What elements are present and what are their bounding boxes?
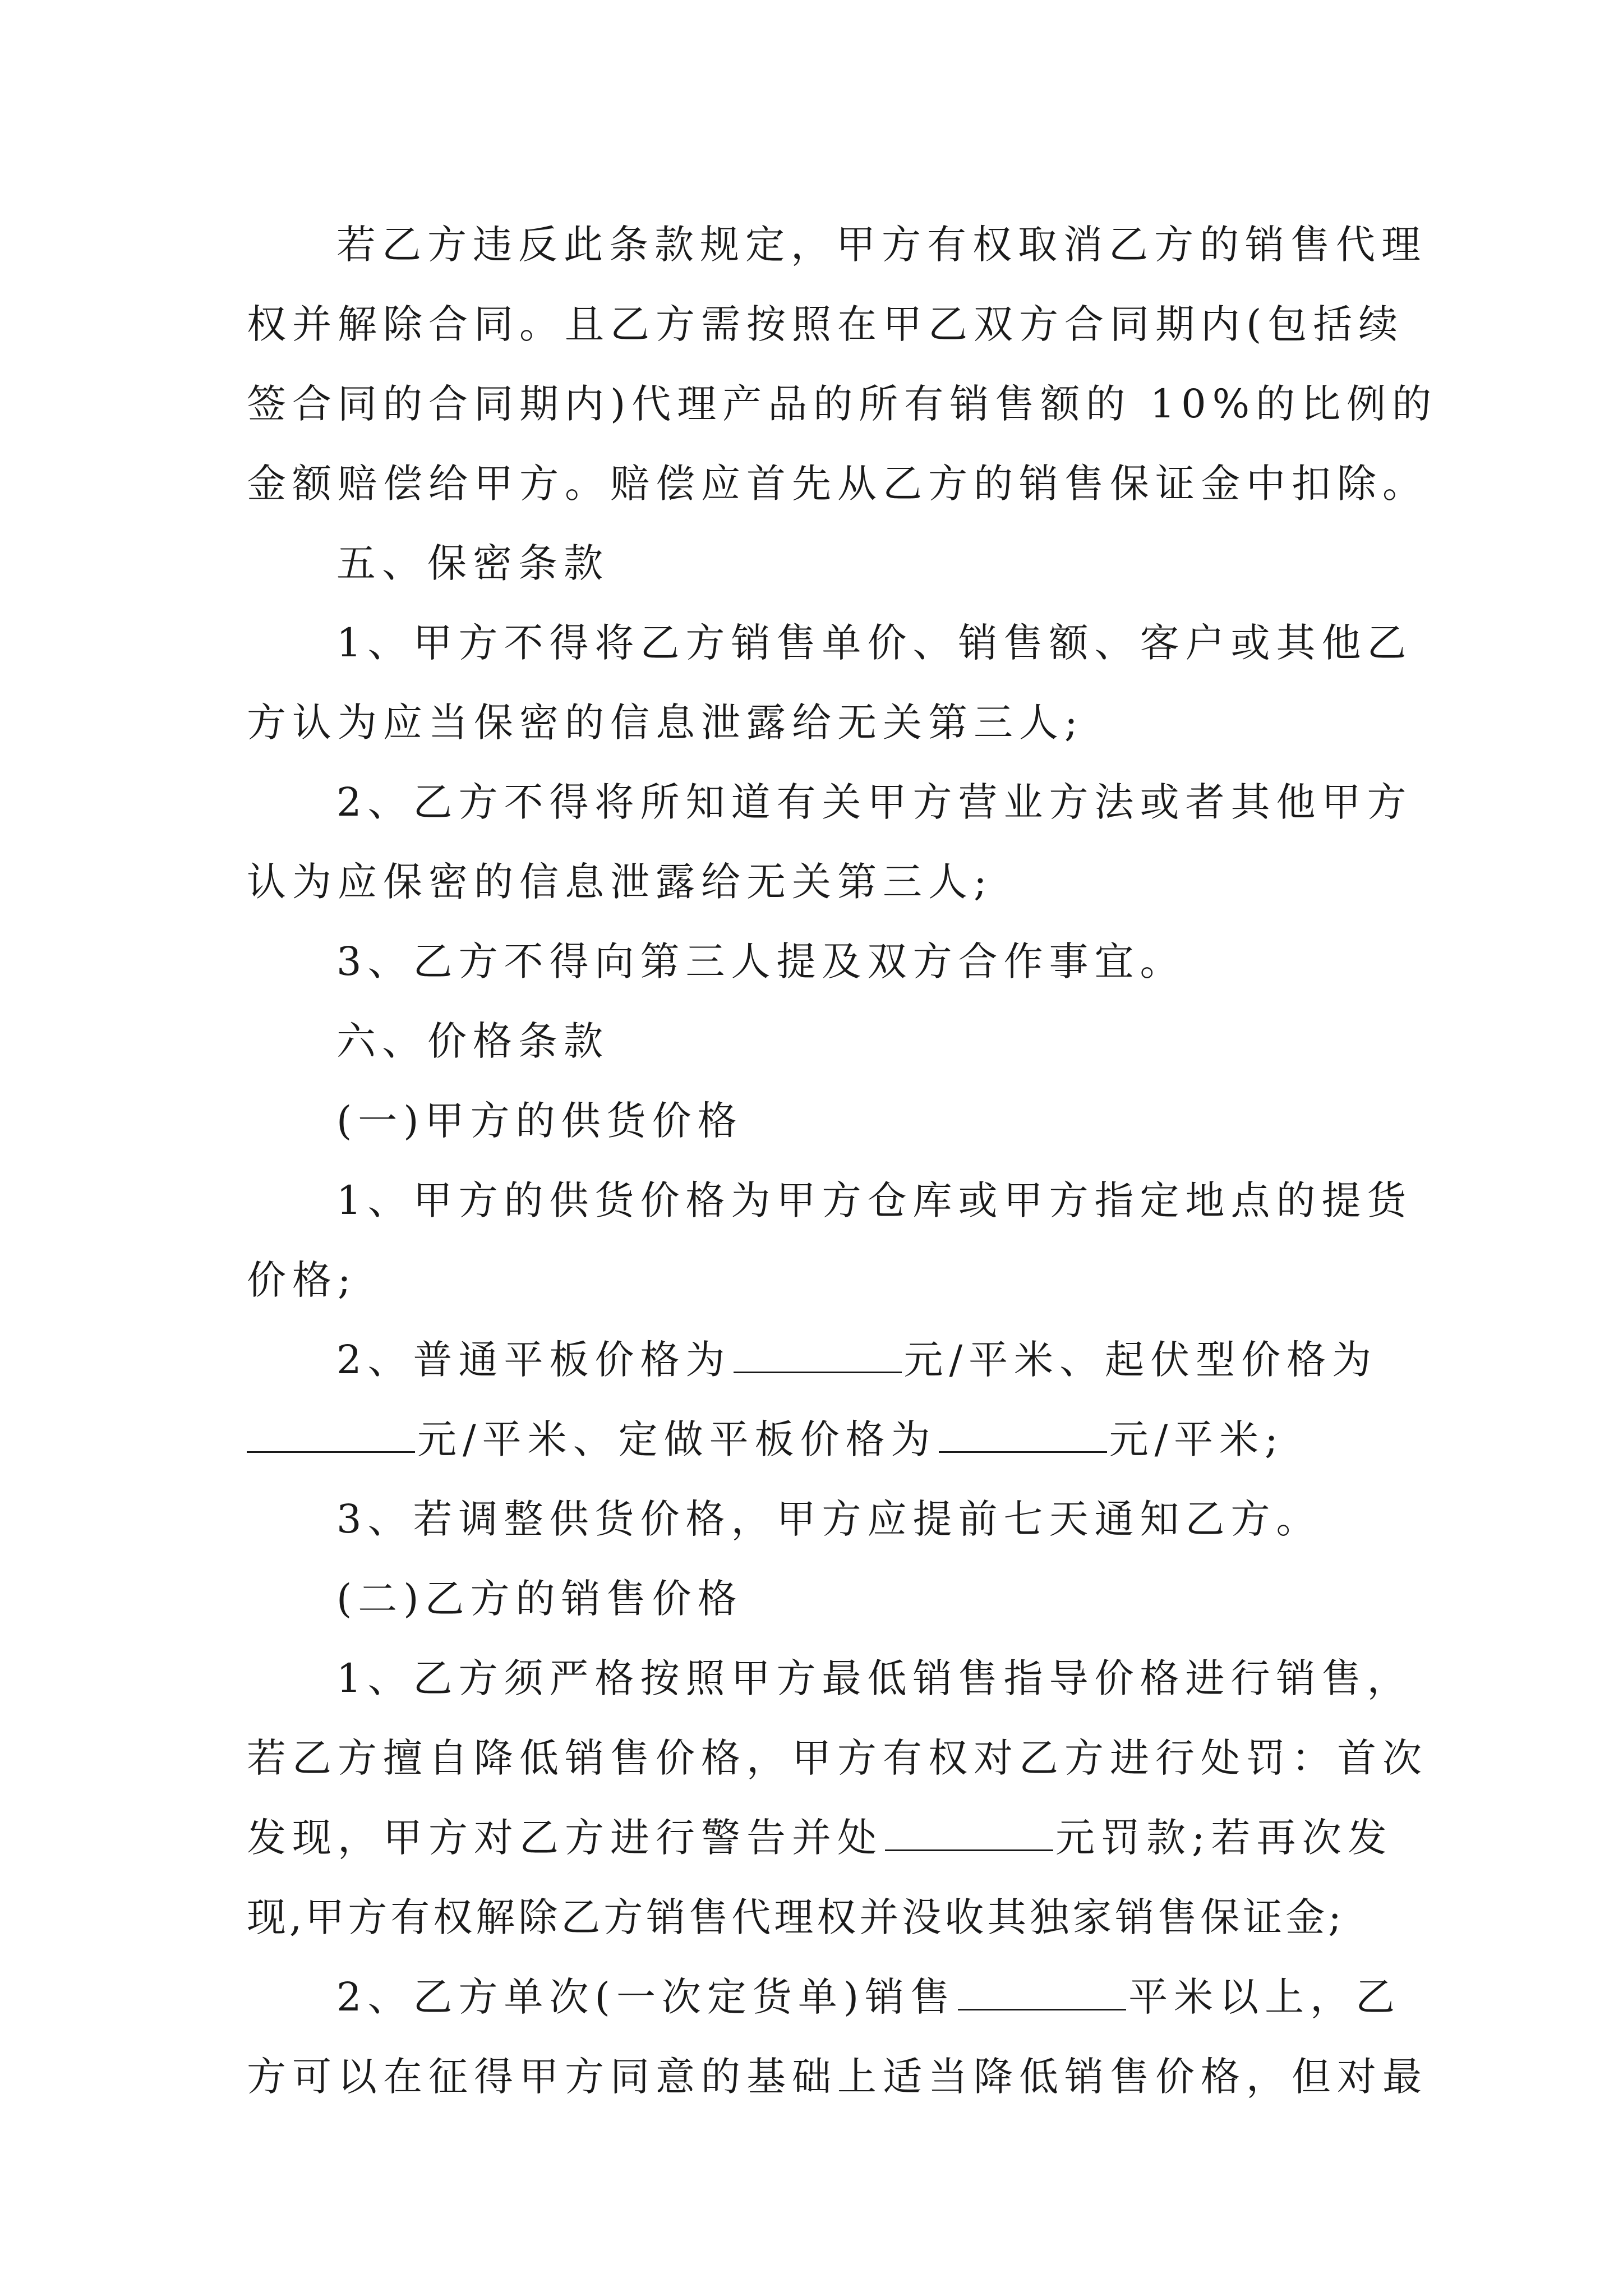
paragraph-line: 方认为应当保密的信息泄露给无关第三人;: [247, 700, 1084, 746]
paragraph-line: 1、甲方不得将乙方销售单价、销售额、客户或其他乙: [336, 620, 1413, 666]
paragraph-line: 若乙方擅自降低销售价格，甲方有权对乙方进行处罚：首次: [247, 1735, 1428, 1781]
paragraph-line: 权并解除合同。且乙方需按照在甲乙双方合同期内(包括续: [247, 301, 1404, 347]
paragraph-line: 1、甲方的供货价格为甲方仓库或甲方指定地点的提货: [336, 1177, 1413, 1223]
paragraph-line: 3、乙方不得向第三人提及双方合作事宜。: [336, 938, 1186, 984]
bulk-text: 平米以上，乙: [1128, 1974, 1401, 2020]
section-heading: 五、保密条款: [336, 540, 609, 586]
penalty-text: 元罚款;若再次发: [1055, 1815, 1393, 1861]
paragraph-line: 1、乙方须严格按照甲方最低销售指导价格进行销售，: [336, 1655, 1413, 1701]
price-line: [247, 1412, 1391, 1466]
fill-in-blank: [247, 1416, 415, 1453]
price-text: 2、普通平板价格为: [336, 1337, 731, 1383]
paragraph-line: 若乙方违反此条款规定，甲方有权取消乙方的销售代理: [336, 222, 1427, 268]
price-line: [336, 1333, 1391, 1387]
paragraph-line: 价格;: [247, 1257, 357, 1303]
penalty-line: [247, 1811, 1391, 1865]
paragraph-line: 2、乙方不得将所知道有关甲方营业方法或者其他甲方: [336, 779, 1413, 825]
bulk-line: [336, 1970, 1401, 2024]
price-text: 元/平米、定做平板价格为: [417, 1416, 937, 1462]
fill-in-blank: [734, 1337, 902, 1373]
penalty-text: 发现，甲方对乙方进行警告并处: [247, 1815, 883, 1861]
fill-in-blank: [958, 1974, 1126, 2010]
fill-in-blank: [885, 1815, 1053, 1851]
paragraph-line: 3、若调整供货价格，甲方应提前七天通知乙方。: [336, 1496, 1322, 1542]
price-text: 元/平米、起伏型价格为: [903, 1337, 1378, 1383]
paragraph-line: 现,甲方有权解除乙方销售代理权并没收其独家销售保证金;: [247, 1894, 1345, 1940]
fill-in-blank: [939, 1416, 1107, 1453]
paragraph-line: 方可以在征得甲方同意的基础上适当降低销售价格，但对最: [247, 2054, 1428, 2100]
subsection-heading: (一)甲方的供货价格: [336, 1098, 743, 1144]
bulk-text: 2、乙方单次(一次定货单)销售: [336, 1974, 956, 2020]
paragraph-line: 金额赔偿给甲方。赔偿应首先从乙方的销售保证金中扣除。: [247, 461, 1428, 507]
subsection-heading: (二)乙方的销售价格: [336, 1576, 743, 1622]
paragraph-line: 认为应保密的信息泄露给无关第三人;: [247, 859, 993, 905]
paragraph-line: 签合同的合同期内)代理产品的所有销售额的 10%的比例的: [247, 381, 1438, 427]
price-text: 元/平米;: [1109, 1416, 1284, 1462]
section-heading: 六、价格条款: [336, 1018, 609, 1064]
